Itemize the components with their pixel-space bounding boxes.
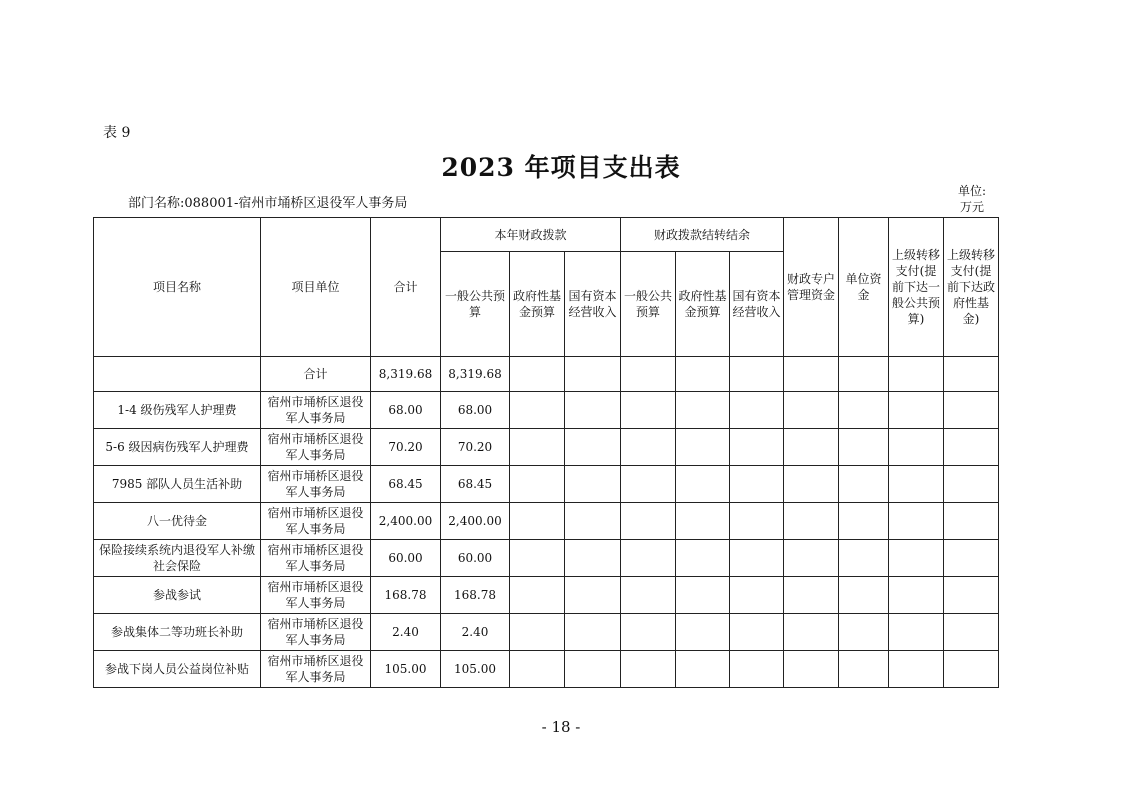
unit-label: 单位: 万元 xyxy=(957,184,987,214)
row-project-unit: 宿州市埇桥区退役军人事务局 xyxy=(261,577,371,614)
empty-cell xyxy=(510,540,565,577)
empty-cell xyxy=(676,392,730,429)
empty-cell xyxy=(784,429,839,466)
empty-cell xyxy=(944,651,999,688)
table-row xyxy=(94,429,999,466)
header-project-name: 项目名称 xyxy=(94,218,261,357)
empty-cell xyxy=(510,503,565,540)
row-project-unit: 宿州市埇桥区退役军人事务局 xyxy=(261,540,371,577)
row-general-budget: 68.45 xyxy=(441,466,510,503)
row-general-budget: 105.00 xyxy=(441,651,510,688)
header-cf-gov-fund: 政府性基金预算 xyxy=(676,252,730,357)
header-group-carryover: 财政拨款结转结余 xyxy=(621,218,784,252)
empty-cell xyxy=(730,540,784,577)
empty-cell xyxy=(784,651,839,688)
empty-cell xyxy=(565,614,621,651)
row-project-unit: 宿州市埇桥区退役军人事务局 xyxy=(261,503,371,540)
empty-cell xyxy=(621,429,676,466)
header-cf-general-budget: 一般公共预算 xyxy=(621,252,676,357)
empty-cell xyxy=(784,357,839,392)
empty-cell xyxy=(621,466,676,503)
empty-cell xyxy=(730,466,784,503)
header-project-unit: 项目单位 xyxy=(261,218,371,357)
empty-cell xyxy=(784,503,839,540)
empty-cell xyxy=(676,357,730,392)
header-total: 合计 xyxy=(371,218,441,357)
row-total: 2,400.00 xyxy=(371,503,441,540)
empty-cell xyxy=(944,503,999,540)
page-number: - 18 - xyxy=(541,718,581,736)
total-row xyxy=(94,357,999,392)
empty-cell xyxy=(676,651,730,688)
empty-cell xyxy=(676,429,730,466)
empty-cell xyxy=(565,540,621,577)
empty-cell xyxy=(510,429,565,466)
header-gov-fund: 政府性基金预算 xyxy=(510,252,565,357)
empty-cell xyxy=(889,651,944,688)
table-row xyxy=(94,651,999,688)
table-row xyxy=(94,466,999,503)
header-general-budget: 一般公共预算 xyxy=(441,252,510,357)
header-group-current: 本年财政拨款 xyxy=(441,218,621,252)
department-label: 部门名称:088001-宿州市埇桥区退役军人事务局 xyxy=(128,196,408,211)
empty-cell xyxy=(510,577,565,614)
total-row-label: 合计 xyxy=(261,357,371,392)
empty-cell xyxy=(510,651,565,688)
empty-cell xyxy=(510,392,565,429)
empty-cell xyxy=(784,614,839,651)
row-project-name: 1-4 级伤残军人护理费 xyxy=(94,392,261,429)
empty-cell xyxy=(676,503,730,540)
empty-cell xyxy=(510,466,565,503)
row-project-unit: 宿州市埇桥区退役军人事务局 xyxy=(261,614,371,651)
project-expenditure-table xyxy=(93,217,999,688)
row-project-unit: 宿州市埇桥区退役军人事务局 xyxy=(261,466,371,503)
row-general-budget: 60.00 xyxy=(441,540,510,577)
header-upper-general: 上级转移支付(提前下达一般公共预算) xyxy=(889,218,944,357)
empty-cell xyxy=(944,392,999,429)
row-general-budget: 2,400.00 xyxy=(441,503,510,540)
row-project-name: 7985 部队人员生活补助 xyxy=(94,466,261,503)
empty-cell xyxy=(565,357,621,392)
empty-cell xyxy=(730,651,784,688)
row-project-name: 5-6 级因病伤残军人护理费 xyxy=(94,429,261,466)
row-project-name: 八一优待金 xyxy=(94,503,261,540)
row-total: 68.00 xyxy=(371,392,441,429)
empty-cell xyxy=(730,503,784,540)
empty-cell xyxy=(730,614,784,651)
empty-cell xyxy=(784,466,839,503)
empty-cell xyxy=(565,392,621,429)
empty-cell xyxy=(621,577,676,614)
empty-cell xyxy=(565,577,621,614)
empty-cell xyxy=(730,357,784,392)
empty-cell xyxy=(889,429,944,466)
row-total: 105.00 xyxy=(371,651,441,688)
header-special-fund: 财政专户管理资金 xyxy=(784,218,839,357)
table-number: 表 9 xyxy=(103,125,131,141)
empty-cell xyxy=(784,392,839,429)
row-project-unit: 宿州市埇桥区退役军人事务局 xyxy=(261,392,371,429)
empty-cell xyxy=(676,540,730,577)
empty-cell xyxy=(944,577,999,614)
empty-cell xyxy=(730,429,784,466)
empty-cell xyxy=(889,614,944,651)
empty-cell xyxy=(839,429,889,466)
empty-cell xyxy=(889,357,944,392)
empty-cell xyxy=(944,540,999,577)
row-project-unit: 宿州市埇桥区退役军人事务局 xyxy=(261,651,371,688)
empty-cell xyxy=(730,392,784,429)
empty-cell xyxy=(889,392,944,429)
empty-cell xyxy=(565,651,621,688)
row-general-budget: 2.40 xyxy=(441,614,510,651)
header-upper-gov-fund: 上级转移支付(提前下达政府性基金) xyxy=(944,218,999,357)
empty-cell xyxy=(839,577,889,614)
empty-cell xyxy=(839,651,889,688)
header-cf-state-capital: 国有资本经营收入 xyxy=(730,252,784,357)
row-project-name: 参战参试 xyxy=(94,577,261,614)
empty-cell xyxy=(565,466,621,503)
empty-cell xyxy=(621,357,676,392)
row-total: 2.40 xyxy=(371,614,441,651)
row-project-name: 保险接续系统内退役军人补缴社会保险 xyxy=(94,540,261,577)
empty-cell xyxy=(839,392,889,429)
row-total: 60.00 xyxy=(371,540,441,577)
empty-cell xyxy=(730,577,784,614)
total-row-total: 8,319.68 xyxy=(371,357,441,392)
empty-cell xyxy=(944,357,999,392)
empty-cell xyxy=(839,466,889,503)
total-row-general-budget: 8,319.68 xyxy=(441,357,510,392)
row-total: 168.78 xyxy=(371,577,441,614)
row-total: 70.20 xyxy=(371,429,441,466)
empty-cell xyxy=(510,614,565,651)
empty-cell xyxy=(676,577,730,614)
table-row xyxy=(94,577,999,614)
empty-cell xyxy=(889,503,944,540)
table-row xyxy=(94,503,999,540)
empty-cell xyxy=(510,357,565,392)
header-state-capital: 国有资本经营收入 xyxy=(565,252,621,357)
empty-cell xyxy=(784,577,839,614)
empty-cell xyxy=(839,540,889,577)
empty-cell xyxy=(889,466,944,503)
empty-cell xyxy=(621,614,676,651)
empty-cell xyxy=(944,429,999,466)
empty-cell xyxy=(565,429,621,466)
empty-cell xyxy=(784,540,839,577)
empty-cell xyxy=(565,503,621,540)
empty-cell xyxy=(889,577,944,614)
empty-cell xyxy=(621,540,676,577)
empty-cell xyxy=(889,540,944,577)
empty-cell xyxy=(676,614,730,651)
empty-cell xyxy=(839,614,889,651)
total-row-name xyxy=(94,357,261,392)
table-row xyxy=(94,614,999,651)
empty-cell xyxy=(621,392,676,429)
row-general-budget: 168.78 xyxy=(441,577,510,614)
page-title: 2023 年项目支出表 xyxy=(441,153,681,182)
empty-cell xyxy=(944,614,999,651)
empty-cell xyxy=(676,466,730,503)
header-unit-fund: 单位资金 xyxy=(839,218,889,357)
row-general-budget: 68.00 xyxy=(441,392,510,429)
table-row xyxy=(94,540,999,577)
empty-cell xyxy=(621,503,676,540)
empty-cell xyxy=(839,357,889,392)
empty-cell xyxy=(621,651,676,688)
row-project-unit: 宿州市埇桥区退役军人事务局 xyxy=(261,429,371,466)
row-project-name: 参战集体二等功班长补助 xyxy=(94,614,261,651)
empty-cell xyxy=(839,503,889,540)
row-project-name: 参战下岗人员公益岗位补贴 xyxy=(94,651,261,688)
empty-cell xyxy=(944,466,999,503)
row-general-budget: 70.20 xyxy=(441,429,510,466)
row-total: 68.45 xyxy=(371,466,441,503)
table-row xyxy=(94,392,999,429)
